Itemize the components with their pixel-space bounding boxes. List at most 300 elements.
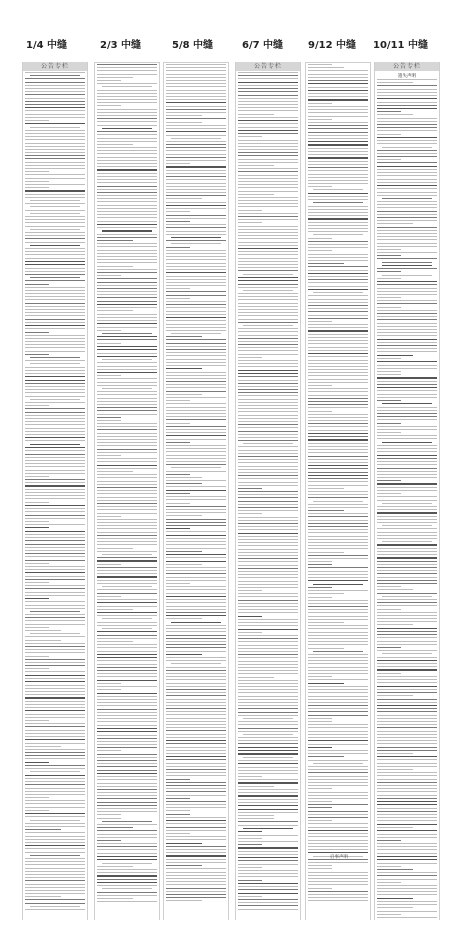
text-line <box>166 90 226 91</box>
text-line <box>25 222 85 223</box>
text-line <box>97 83 157 84</box>
text-line <box>166 195 226 196</box>
text-line <box>377 609 401 610</box>
text-line <box>377 689 437 690</box>
text-line <box>238 357 262 358</box>
text-line <box>97 497 157 498</box>
text-line <box>166 288 190 289</box>
text-line <box>97 343 121 344</box>
text-line <box>166 631 226 632</box>
text-line <box>166 429 226 430</box>
text-line <box>97 564 121 565</box>
text-line <box>97 118 157 119</box>
text-line <box>97 696 157 697</box>
text-line <box>25 149 85 150</box>
text-line <box>308 721 332 722</box>
text-line <box>25 226 85 227</box>
text-line <box>25 823 85 824</box>
text-line <box>238 322 298 323</box>
text-line <box>25 601 85 602</box>
text-line <box>382 541 431 542</box>
text-line <box>166 727 226 728</box>
text-line <box>25 274 85 275</box>
text-line <box>25 309 85 310</box>
text-line <box>97 214 157 215</box>
text-line <box>377 788 437 789</box>
text-line <box>97 297 157 298</box>
text-line <box>97 275 121 276</box>
text-line <box>30 820 79 821</box>
text-line <box>97 792 157 793</box>
text-line <box>25 656 49 657</box>
text-line <box>166 859 226 860</box>
text-line <box>308 289 368 290</box>
text-line <box>238 612 298 613</box>
text-line <box>308 250 332 251</box>
text-line <box>25 620 85 621</box>
text-line <box>25 794 85 795</box>
text-line <box>377 666 437 667</box>
text-line <box>25 143 85 144</box>
text-line <box>25 845 85 846</box>
text-line <box>308 660 368 661</box>
text-line <box>238 847 298 848</box>
text-line <box>377 885 437 886</box>
text-line <box>377 410 437 411</box>
text-line <box>238 478 298 479</box>
text-line <box>377 798 437 799</box>
text-line <box>166 67 226 68</box>
text-line <box>377 711 437 712</box>
text-line <box>97 513 157 514</box>
text-line <box>166 702 226 703</box>
text-line <box>377 423 401 424</box>
text-line <box>166 836 226 837</box>
text-line <box>166 602 226 603</box>
text-line <box>238 708 298 709</box>
text-line <box>377 599 437 600</box>
text-line <box>238 149 298 150</box>
text-line <box>166 798 190 799</box>
text-line <box>382 403 431 404</box>
text-line <box>97 468 157 469</box>
text-line <box>166 192 226 193</box>
text-line <box>238 629 298 630</box>
text-line <box>25 470 85 471</box>
text-line <box>377 429 437 430</box>
text-line <box>377 624 413 625</box>
text-line <box>25 791 85 792</box>
text-line <box>25 617 85 618</box>
text-line <box>25 511 85 512</box>
text-line <box>166 692 226 693</box>
text-line <box>97 372 157 373</box>
text-line <box>377 169 437 170</box>
text-line <box>308 433 368 434</box>
text-line <box>238 590 262 591</box>
text-line <box>97 647 157 648</box>
text-line <box>238 392 298 393</box>
text-line <box>25 688 85 689</box>
text-line <box>377 644 437 645</box>
text-line <box>238 411 298 412</box>
column-label-5: 9/12 中缝 <box>308 40 357 51</box>
text-line <box>308 788 332 789</box>
text-line <box>97 879 157 880</box>
text-line <box>97 859 157 860</box>
text-line <box>97 728 157 729</box>
text-line <box>377 740 437 741</box>
text-line <box>308 843 368 844</box>
text-line <box>25 710 85 711</box>
text-line <box>308 132 368 133</box>
text-line <box>308 600 368 601</box>
text-line <box>308 689 368 690</box>
text-line <box>238 812 298 813</box>
text-line <box>166 410 226 411</box>
text-line <box>308 170 368 171</box>
text-line <box>377 316 437 317</box>
text-line <box>238 876 298 877</box>
text-line <box>377 853 437 854</box>
text-line <box>308 112 368 113</box>
text-line <box>25 762 49 763</box>
text-line <box>166 359 226 360</box>
column-body <box>375 71 439 79</box>
text-line <box>166 564 202 565</box>
text-line <box>308 504 368 505</box>
text-line <box>238 117 298 118</box>
text-line <box>238 622 298 623</box>
text-line <box>238 581 298 582</box>
text-line <box>166 740 226 741</box>
text-line <box>166 483 202 484</box>
text-line <box>238 191 298 192</box>
text-line <box>238 587 298 588</box>
text-line <box>25 402 85 403</box>
text-line <box>308 334 368 335</box>
text-line <box>97 157 157 158</box>
text-line <box>308 785 368 786</box>
text-line <box>25 168 85 169</box>
text-line <box>166 102 226 103</box>
text-line <box>97 163 157 164</box>
text-line <box>97 583 157 584</box>
text-line <box>25 261 85 262</box>
text-line <box>377 329 437 330</box>
text-line <box>97 654 157 655</box>
text-line <box>308 263 344 264</box>
text-line <box>308 488 344 489</box>
text-line <box>238 593 298 594</box>
text-line <box>377 130 437 131</box>
text-line <box>377 204 437 205</box>
text-line <box>97 70 157 71</box>
text-line <box>238 902 298 903</box>
text-line <box>377 561 437 562</box>
text-line <box>97 250 157 251</box>
text-line <box>377 303 437 304</box>
text-line <box>238 482 298 483</box>
text-line <box>308 814 368 815</box>
text-line <box>238 805 298 806</box>
text-line <box>308 99 368 100</box>
text-line <box>377 140 437 141</box>
text-line <box>97 638 157 639</box>
text-line <box>97 872 157 873</box>
text-line <box>238 517 298 518</box>
text-line <box>377 548 437 549</box>
text-line <box>25 704 85 705</box>
column-label-3: 5/8 中缝 <box>172 40 214 51</box>
text-line <box>97 243 157 244</box>
text-line <box>238 654 298 655</box>
text-line <box>313 763 362 764</box>
text-line <box>25 803 85 804</box>
text-line <box>97 487 157 488</box>
text-line <box>308 628 368 629</box>
text-line <box>166 817 226 818</box>
text-line <box>308 151 368 152</box>
text-line <box>166 176 226 177</box>
text-line <box>25 707 85 708</box>
text-line <box>238 338 298 339</box>
text-line <box>25 852 85 853</box>
text-line <box>308 696 368 697</box>
text-line <box>25 585 85 586</box>
text-line <box>238 899 298 900</box>
text-line <box>238 101 298 102</box>
text-line <box>377 223 413 224</box>
text-line <box>166 301 226 302</box>
text-line <box>166 317 226 318</box>
text-line <box>97 818 121 819</box>
text-line <box>243 325 292 326</box>
text-line <box>97 535 157 536</box>
text-line <box>238 82 298 83</box>
text-line <box>25 341 85 342</box>
text-line <box>308 567 368 568</box>
text-line <box>308 67 344 68</box>
text-line <box>25 717 85 718</box>
text-line <box>25 649 85 650</box>
text-line <box>166 320 226 321</box>
text-line <box>308 417 368 418</box>
text-line <box>308 465 368 466</box>
text-line <box>308 180 368 181</box>
text-line <box>25 287 85 288</box>
text-line <box>238 264 298 265</box>
text-lines <box>166 64 226 903</box>
text-line <box>308 798 368 799</box>
text-line <box>377 509 437 510</box>
text-line <box>166 791 226 792</box>
text-line <box>25 556 85 557</box>
text-line <box>238 335 298 336</box>
text-line <box>25 598 49 599</box>
text-line <box>308 679 368 680</box>
text-line <box>238 254 298 255</box>
text-line <box>308 347 368 348</box>
text-line <box>238 143 298 144</box>
text-line <box>97 528 157 529</box>
text-line <box>97 738 157 739</box>
text-line <box>97 227 157 228</box>
text-line <box>25 485 85 486</box>
text-line <box>238 238 298 239</box>
text-line <box>377 89 437 90</box>
text-line <box>25 219 85 220</box>
text-line <box>238 507 298 508</box>
text-line <box>25 431 85 432</box>
text-line <box>238 303 298 304</box>
text-line <box>97 824 157 825</box>
text-line <box>238 370 298 371</box>
text-line <box>25 299 85 300</box>
text-line <box>308 657 368 658</box>
text-line <box>308 218 368 219</box>
text-line <box>97 612 157 613</box>
text-line <box>382 653 431 654</box>
text-line <box>382 265 431 266</box>
text-line <box>97 493 157 494</box>
text-line <box>166 503 190 504</box>
text-line <box>238 880 262 881</box>
text-line <box>166 772 226 773</box>
text-line <box>377 573 437 574</box>
text-line <box>377 211 437 212</box>
text-line <box>308 315 368 316</box>
text-line <box>25 877 85 878</box>
text-line <box>308 407 368 408</box>
text-line <box>308 545 368 546</box>
text-line <box>25 842 85 843</box>
text-line <box>25 322 85 323</box>
text-line <box>97 224 157 225</box>
text-line <box>166 596 226 597</box>
text-line <box>166 868 226 869</box>
text-line <box>377 413 437 414</box>
text-line <box>25 858 85 859</box>
text-line <box>97 391 157 392</box>
text-line <box>166 272 226 273</box>
text-line <box>166 638 226 639</box>
text-line <box>97 606 157 607</box>
text-line <box>308 523 368 524</box>
text-line <box>308 286 368 287</box>
text-line <box>166 403 226 404</box>
text-line <box>97 160 157 161</box>
text-line <box>238 841 298 842</box>
text-line <box>97 429 157 430</box>
text-line <box>97 221 157 222</box>
text-line <box>377 660 437 661</box>
text-line <box>238 88 298 89</box>
text-line <box>25 746 61 747</box>
text-line <box>238 178 298 179</box>
text-line <box>97 458 157 459</box>
text-line <box>382 198 431 199</box>
text-line <box>25 184 85 185</box>
text-line <box>238 450 298 451</box>
text-line <box>308 542 368 543</box>
text-line <box>25 784 85 785</box>
text-line <box>308 215 368 216</box>
text-line <box>308 497 368 498</box>
text-line <box>97 234 157 235</box>
text-line <box>377 255 401 256</box>
text-line <box>25 293 85 294</box>
text-line <box>166 900 202 901</box>
text-line <box>238 319 298 320</box>
text-line <box>97 301 157 302</box>
text-line <box>238 472 298 473</box>
text-line <box>166 93 226 94</box>
text-line <box>97 532 157 533</box>
text-line <box>97 869 157 870</box>
text-line <box>377 522 437 523</box>
text-line <box>25 457 85 458</box>
text-line <box>377 435 437 436</box>
text-line <box>377 281 437 282</box>
text-line <box>25 646 85 647</box>
text-line <box>377 708 437 709</box>
text-line <box>25 296 85 297</box>
text-line <box>97 417 121 418</box>
text-line <box>377 583 437 584</box>
text-line <box>238 120 298 121</box>
text-line <box>238 692 298 693</box>
text-line <box>238 245 298 246</box>
text-line <box>97 179 157 180</box>
text-line <box>97 567 157 568</box>
text-line <box>308 532 368 533</box>
text-line <box>166 875 226 876</box>
text-line <box>377 657 437 658</box>
text-line <box>166 580 226 581</box>
text-line <box>25 874 85 875</box>
text-line <box>97 272 157 273</box>
text-line <box>238 315 298 316</box>
text-line <box>377 102 437 103</box>
text-line <box>377 448 437 449</box>
text-line <box>377 811 437 812</box>
text-line <box>308 779 368 780</box>
text-line <box>166 259 226 260</box>
text-line <box>377 859 437 860</box>
text-line <box>377 195 437 196</box>
text-line <box>308 558 368 559</box>
text-line <box>377 715 437 716</box>
text-line <box>25 498 85 499</box>
text-line <box>377 759 437 760</box>
column-body <box>95 63 159 64</box>
text-line <box>377 79 437 80</box>
text-line <box>238 795 298 796</box>
text-line <box>25 544 85 545</box>
text-line <box>308 708 368 709</box>
text-line <box>308 318 368 319</box>
text-line <box>25 434 85 435</box>
text-line <box>166 830 226 831</box>
text-line <box>25 466 85 467</box>
text-line <box>97 353 157 354</box>
text-line <box>171 622 220 623</box>
text-line <box>377 432 401 433</box>
text-line <box>25 264 85 265</box>
text-line <box>238 485 298 486</box>
text-line <box>238 328 298 329</box>
